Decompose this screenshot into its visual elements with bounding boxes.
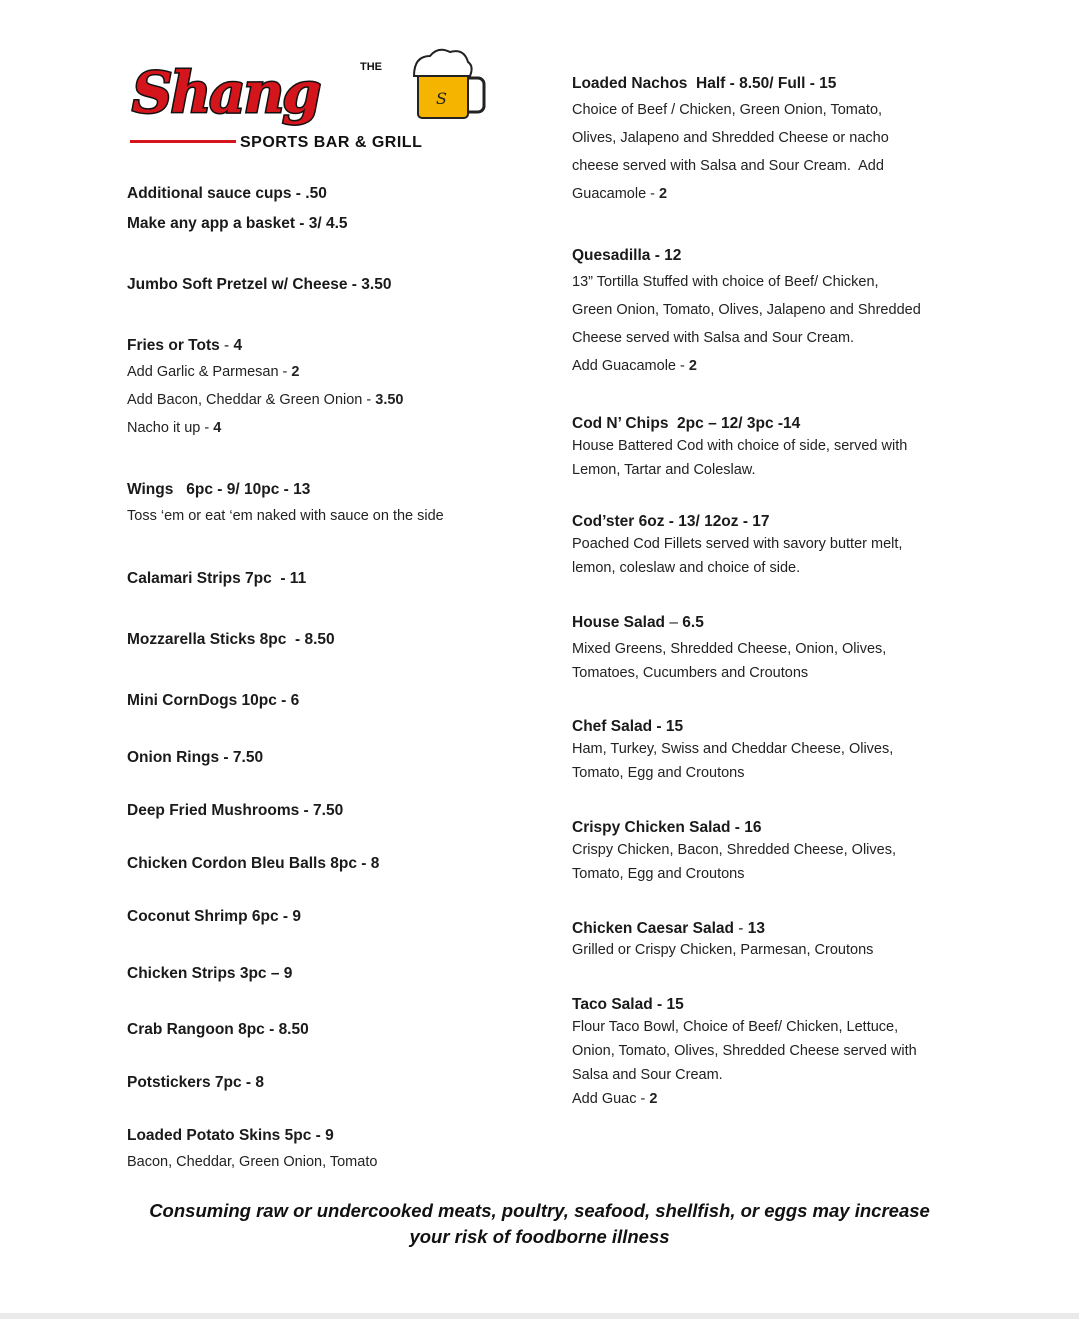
description-segment: Salsa and Sour Cream. <box>572 1067 723 1083</box>
menu-item-description <box>572 274 879 290</box>
description-segment: 2 <box>688 358 697 374</box>
description-segment: Tomato, Egg and Croutons <box>572 866 745 882</box>
description-segment: 13” Tortilla Stuffed with choice of Beef/ Chicken, <box>572 274 879 290</box>
menu-item-description <box>572 665 808 681</box>
title-segment: Potstickers 7pc - 8 <box>127 1074 264 1091</box>
title-segment: Crab Rangoon 8pc - 8.50 <box>127 1021 309 1038</box>
description-segment: Guacamole - <box>572 186 660 202</box>
description-segment: cheese served with Salsa and Sour Cream. Add <box>572 158 884 174</box>
description-segment: Add Guacamole - <box>572 358 689 374</box>
menu-item-description <box>572 1043 917 1059</box>
logo-name: Shang <box>132 60 320 126</box>
menu-item-description <box>572 765 745 781</box>
description-segment: Bacon, Cheddar, Green Onion, Tomato <box>127 1154 378 1170</box>
menu-item-description <box>572 158 884 174</box>
description-segment: 4 <box>213 420 222 436</box>
title-segment: Cod N’ Chips 2pc – 12/ 3pc -14 <box>572 415 801 432</box>
menu-item-description <box>127 508 444 524</box>
menu-item-title <box>127 569 306 589</box>
title-segment: 6.5 <box>682 614 704 631</box>
mug-letter: S <box>436 89 447 108</box>
description-segment: Cheese served with Salsa and Sour Cream. <box>572 330 855 346</box>
title-segment: Chicken Strips 3pc – 9 <box>127 965 293 982</box>
menu-item-description <box>572 1067 723 1083</box>
title-segment: Jumbo Soft Pretzel w/ Cheese - 3.50 <box>127 276 392 293</box>
menu-item-title <box>127 275 391 295</box>
description-segment: Crispy Chicken, Bacon, Shredded Cheese, Olives, <box>572 842 896 858</box>
menu-item-description <box>572 130 889 146</box>
title-segment: Fries or Tots <box>127 337 220 354</box>
title-segment: 4 <box>233 337 243 354</box>
menu-item-title <box>572 919 765 939</box>
menu-item-title <box>127 630 335 650</box>
description-segment: Add Bacon, Cheddar & Green Onion - <box>127 392 376 408</box>
description-segment: lemon, coleslaw and choice of side. <box>572 560 801 576</box>
description-segment: Flour Taco Bowl, Choice of Beef/ Chicken, Lettuce, <box>572 1019 899 1035</box>
menu-item-title <box>127 480 310 500</box>
menu-item-description <box>127 1154 377 1170</box>
description-segment: Ham, Turkey, Swiss and Cheddar Cheese, Olives, <box>572 741 894 757</box>
menu-item-description <box>572 641 886 657</box>
menu-item-title <box>127 801 343 821</box>
title-segment: Additional sauce cups - .50 <box>127 185 327 202</box>
title-segment: Chef Salad - 15 <box>572 718 684 735</box>
menu-item-title <box>127 1073 264 1093</box>
menu-item-title <box>572 246 681 266</box>
menu-item-description <box>572 866 745 882</box>
description-segment: Green Onion, Tomato, Olives, Jalapeno and Shredded <box>572 302 921 318</box>
title-segment: Coconut Shrimp 6pc - 9 <box>127 908 301 925</box>
title-segment: Chicken Cordon Bleu Balls 8pc - 8 <box>127 855 380 872</box>
menu-item-description <box>572 1091 657 1107</box>
description-segment: Poached Cod Fillets served with savory butter melt, <box>572 536 903 552</box>
title-segment: Mozzarella Sticks 8pc - 8.50 <box>127 631 335 648</box>
menu-item-description <box>572 358 697 374</box>
menu-item-title <box>572 414 800 434</box>
menu-item-description <box>127 420 221 436</box>
menu-item-title <box>127 184 327 204</box>
menu-item-title <box>127 907 301 927</box>
menu-item-title <box>127 748 263 768</box>
page-bottom-edge <box>0 1313 1079 1319</box>
menu-item-title <box>572 613 704 633</box>
description-segment: Add Garlic & Parmesan - <box>127 364 292 380</box>
menu-item-title <box>127 214 348 234</box>
menu-item-description <box>127 364 299 380</box>
logo-tagline: SPORTS BAR & GRILL <box>240 134 423 150</box>
menu-item-description <box>572 560 800 576</box>
menu-item-description <box>572 186 667 202</box>
title-segment: Loaded Potato Skins 5pc - 9 <box>127 1127 334 1144</box>
description-segment: Choice of Beef / Chicken, Green Onion, Tomato, <box>572 102 883 118</box>
description-segment: Lemon, Tartar and Coleslaw. <box>572 462 756 478</box>
title-segment: 13 <box>747 920 766 937</box>
description-segment: 2 <box>291 364 300 380</box>
description-segment: 2 <box>649 1091 658 1107</box>
title-segment: Chicken Caesar Salad <box>572 920 734 937</box>
description-segment: Nacho it up - <box>127 420 214 436</box>
menu-item-title <box>572 512 770 532</box>
menu-item-title <box>572 717 683 737</box>
title-segment: Wings 6pc - 9/ 10pc - 13 <box>127 481 311 498</box>
description-segment: Olives, Jalapeno and Shredded Cheese or nacho <box>572 130 889 146</box>
title-segment: Onion Rings - 7.50 <box>127 749 264 766</box>
description-segment: Tomatoes, Cucumbers and Croutons <box>572 665 809 681</box>
logo-the: THE <box>360 61 382 73</box>
description-segment: Grilled or Crispy Chicken, Parmesan, Croutons <box>572 942 874 958</box>
title-segment: Crispy Chicken Salad - 16 <box>572 819 762 836</box>
menu-item-description <box>572 330 854 346</box>
description-segment: Add Guac - <box>572 1091 650 1107</box>
title-segment: Cod’ster 6oz - 13/ 12oz - 17 <box>572 513 770 530</box>
description-segment: Onion, Tomato, Olives, Shredded Cheese served with <box>572 1043 917 1059</box>
shang-logo <box>128 46 490 150</box>
menu-item-title <box>127 691 299 711</box>
menu-item-title <box>127 336 242 356</box>
menu-item-description <box>572 462 756 478</box>
warning-line-2: your risk of foodborne illness <box>409 1226 670 1247</box>
title-segment: Deep Fried Mushrooms - 7.50 <box>127 802 344 819</box>
title-segment: - <box>219 337 234 354</box>
menu-item-description <box>572 1019 898 1035</box>
description-segment: Toss ‘em or eat ‘em naked with sauce on the side <box>127 508 444 524</box>
menu-item-title <box>127 964 292 984</box>
menu-item-description <box>572 302 921 318</box>
menu-item-description <box>572 842 896 858</box>
menu-item-title <box>127 1020 309 1040</box>
description-segment: Tomato, Egg and Croutons <box>572 765 745 781</box>
menu-item-description <box>572 942 873 958</box>
title-segment: Make any app a basket - 3/ 4.5 <box>127 215 348 232</box>
description-segment: 2 <box>659 186 668 202</box>
title-segment: - <box>733 920 748 937</box>
menu-item-title <box>572 818 762 838</box>
title-segment: Calamari Strips 7pc - 11 <box>127 570 307 587</box>
menu-item-title <box>572 74 836 94</box>
description-segment: House Battered Cod with choice of side, served with <box>572 438 908 454</box>
beer-mug-icon <box>414 50 484 118</box>
title-segment: Quesadilla - 12 <box>572 247 682 264</box>
menu-item-title <box>127 854 379 874</box>
warning-line-1: Consuming raw or undercooked meats, poultry, seafood, shellfish, or eggs may increase <box>149 1200 930 1221</box>
food-safety-warning <box>0 1198 1079 1250</box>
menu-item-description <box>127 392 404 408</box>
description-segment: 3.50 <box>375 392 404 408</box>
menu-item-description <box>572 438 907 454</box>
menu-item-description <box>572 102 882 118</box>
menu-item-title <box>127 1126 334 1146</box>
title-segment: – <box>665 614 683 631</box>
title-segment: Mini CornDogs 10pc - 6 <box>127 692 300 709</box>
menu-item-description <box>572 741 893 757</box>
title-segment: House Salad <box>572 614 666 631</box>
menu-item-title <box>572 995 684 1015</box>
description-segment: Mixed Greens, Shredded Cheese, Onion, Olives, <box>572 641 887 657</box>
menu-item-description <box>572 536 902 552</box>
title-segment: Loaded Nachos Half - 8.50/ Full - 15 <box>572 75 837 92</box>
title-segment: Taco Salad - 15 <box>572 996 684 1013</box>
